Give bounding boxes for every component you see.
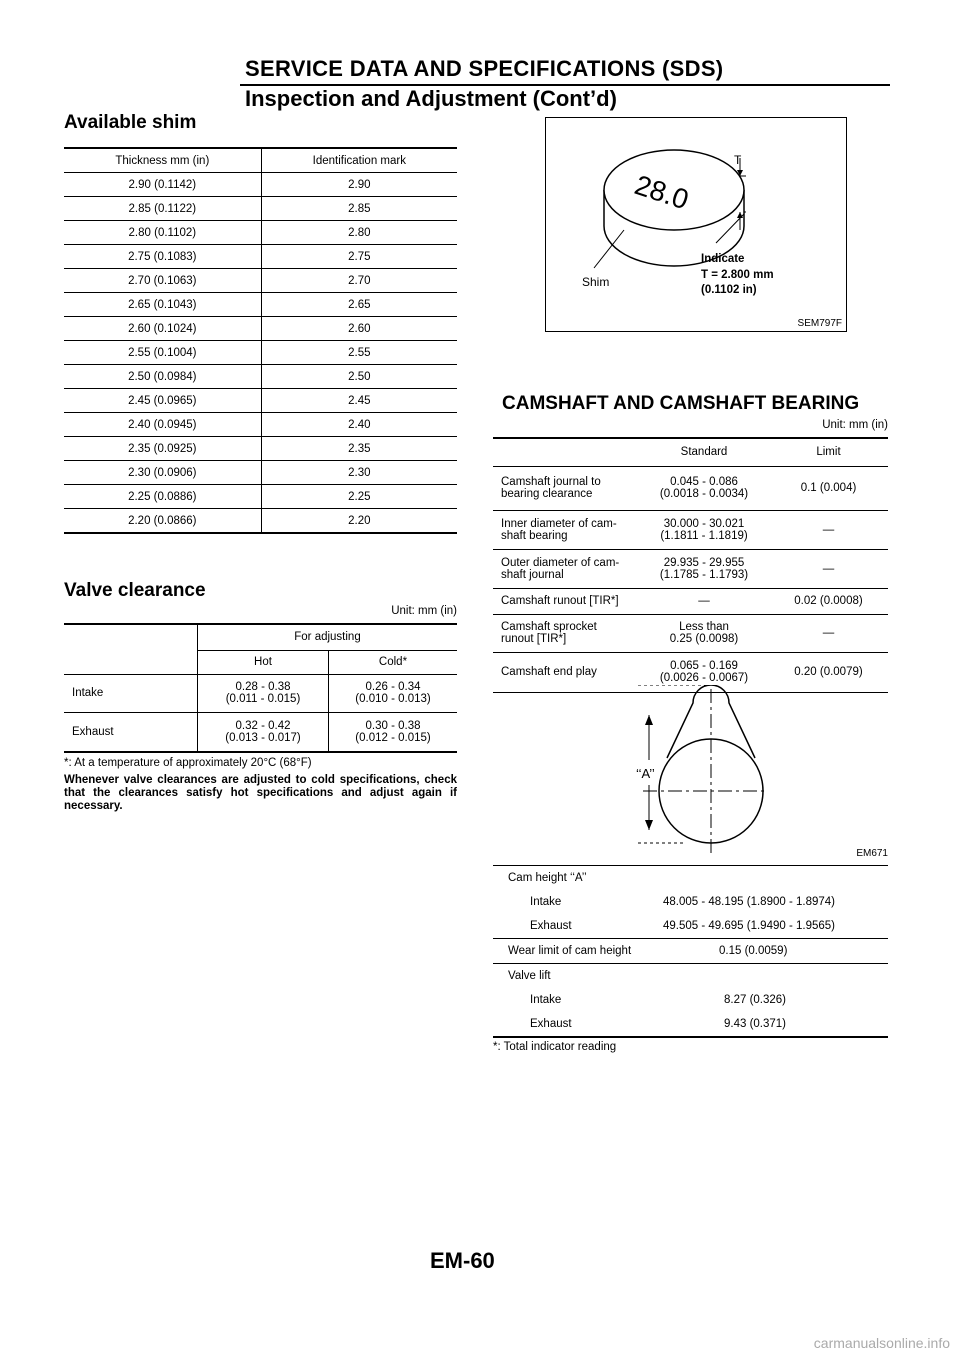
valve-intake-label: Intake [64,674,198,712]
valve-group-header: For adjusting [198,624,458,650]
indicate-line2: T = 2.800 mm [701,269,774,281]
shim-mark: 28.0 [631,169,693,216]
camshaft-heading: CAMSHAFT AND CAMSHAFT BEARING [502,393,860,414]
shim-figure [545,117,847,332]
page-subtitle: Inspection and Adjustment (Cont’d) [245,86,617,111]
table-row: 2.85 (0.1122) 2.85 [64,197,457,221]
table-row: 2.65 (0.1043) 2.65 [64,293,457,317]
watermark: carmanualsonline.info [813,1335,950,1351]
table-row: 2.75 (0.1083) 2.75 [64,245,457,269]
table-row: 2.70 (0.1063) 2.70 [64,269,457,293]
table-row: 2.20 (0.0866) 2.20 [64,509,457,534]
table-row: 2.35 (0.0925) 2.35 [64,437,457,461]
table-row: 2.90 (0.1142) 2.90 [64,173,457,197]
cam-height-title: Cam height ‘‘A’’ [508,872,587,884]
valve-footnote: *: At a temperature of approximately 20°C (68°F) [64,757,312,769]
camshaft-footnote: *: Total indicator reading [493,1041,617,1053]
valve-lift-title: Valve lift [508,970,551,982]
table-row: 2.25 (0.0886) 2.25 [64,485,457,509]
limit-header: Limit [769,438,888,466]
standard-header: Standard [639,438,769,466]
valve-unit: Unit: mm (in) [391,605,457,617]
table-row: 2.80 (0.1102) 2.80 [64,221,457,245]
valve-heading: Valve clearance [64,580,206,601]
valve-cold-header: Cold* [329,650,458,674]
shim-figure-code: SEM797F [797,318,842,329]
shim-table [64,147,457,534]
indicate-line3: (0.1102 in) [701,284,757,296]
shim-illustration [546,118,846,331]
valve-exhaust-label: Exhaust [64,712,198,752]
cam-figure-code: EM671 [856,848,888,859]
table-row: 2.60 (0.1024) 2.60 [64,317,457,341]
shim-col-thickness: Thickness mm (in) [64,148,261,173]
valve-hot-header: Hot [198,650,329,674]
page-title: SERVICE DATA AND SPECIFICATIONS (SDS) [245,56,724,81]
shim-label: Shim [582,275,610,289]
camshaft-unit: Unit: mm (in) [822,419,888,431]
page-number: EM-60 [430,1248,495,1273]
cam-figure [493,685,888,866]
camshaft-table: Standard Limit Camshaft journal to bearing clearance 0.045 - 0.086 (0.0018 - 0.0034) 0.1 (0.004) Inner diameter of cam- shaft bearing 30.000 - 30.021 (1.1811 - 1.1819) — Outer diameter of cam- shaft journal 29.935 - 29.955 (1.1785 - 1.1793) — Camshaft runout [TIR*] — 0.02 (0.0008) Camshaft sprocket runout [TIR*] Less than 0.25 (0.0098) — Camshaft end play 0.065 - 0.169 (0.0026 - 0.0067) 0.20 (0.0079) [493,437,888,693]
valve-warning: Whenever valve clearances are adjusted to cold specifications, check that the clearances satisfy hot specifications and adjust again if necessary. [64,774,457,812]
table-row: 2.30 (0.0906) 2.30 [64,461,457,485]
shim-heading: Available shim [64,112,197,133]
shim-col-mark: Identification mark [261,148,457,173]
cam-specs: Cam height ‘‘A’’ Intake 48.005 - 48.195 (1.8900 - 1.8974) Exhaust 49.505 - 49.695 (1.9490 - 1.9565) Wear limit of cam height 0.15 (0.0059) Valve lift Intake 8.27 (0.326) Exhaust 9.43 (0.371) [493,866,888,1038]
table-row: 2.55 (0.1004) 2.55 [64,341,457,365]
table-row: 2.40 (0.0945) 2.40 [64,413,457,437]
cam-height-label: ‘‘A’’ [636,766,655,781]
t-label: T [734,153,742,167]
indicate-line1: Indicate [701,253,745,265]
valve-table: For adjusting Hot Cold* Intake 0.28 - 0.38 (0.011 - 0.015) 0.26 - 0.34 (0.010 - 0.013) Exhaust 0.32 - 0.42 (0.013 - 0.017) 0.30 - 0.38 (0.012 - 0.015) [64,623,457,753]
table-row: 2.50 (0.0984) 2.50 [64,365,457,389]
table-row: 2.45 (0.0965) 2.45 [64,389,457,413]
cam-illustration [493,685,888,865]
shim-header-row [64,148,457,173]
